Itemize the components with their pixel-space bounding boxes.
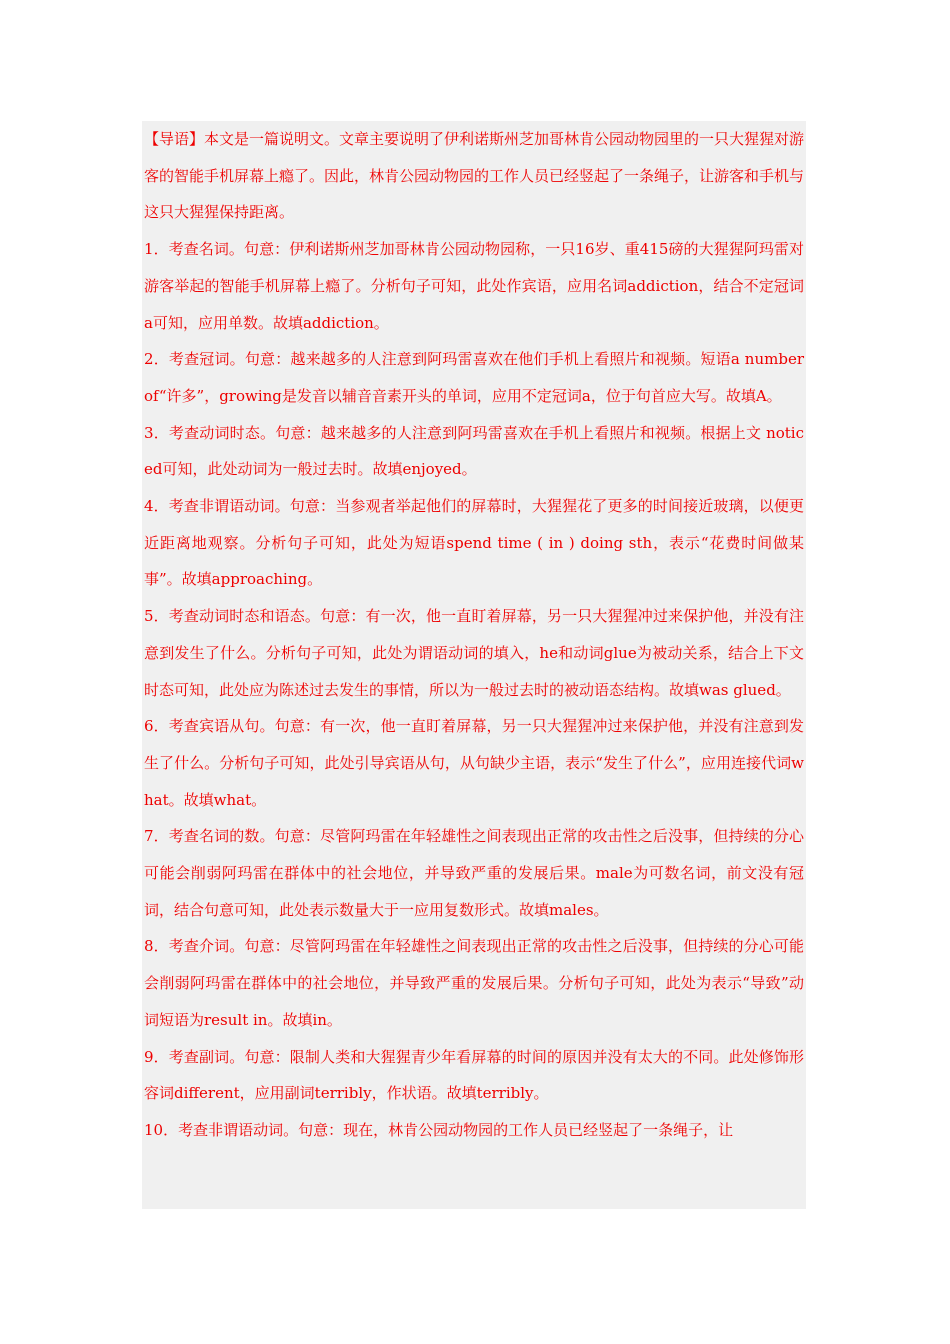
explanation-item-5: 5．考查动词时态和语态。句意：有一次，他一直盯着屏幕，另一只大猩猩冲过来保护他，并没有注意到发生了什么。分析句子可知，此处为谓语动词的填入，he和动词glue为被动关系，结合上下文时态可知，此处应为陈述过去发生的事情，所以为一般过去时的被动语态结构。故填was glued。	[144, 607, 804, 699]
explanation-item-8: 8．考查介词。句意：尽管阿玛雷在年轻雄性之间表现出正常的攻击性之后没事，但持续的分心可能会削弱阿玛雷在群体中的社会地位，并导致严重的发展后果。分析句子可知，此处为表示“导致”动词短语为result in。故填in。	[144, 937, 804, 1029]
explanation-item-4: 4．考查非谓语动词。句意：当参观者举起他们的屏幕时，大猩猩花了更多的时间接近玻璃，以便更近距离地观察。分析句子可知，此处为短语spend time ( in ) doing sth，表示“花费时间做某事”。故填approaching。	[144, 497, 804, 589]
explanation-item-2: 2．考查冠词。句意：越来越多的人注意到阿玛雷喜欢在他们手机上看照片和视频。短语a number of“许多”，growing是发音以辅音音素开头的单词，应用不定冠词a，位于句首应大写。故填A。	[144, 350, 804, 405]
intro-paragraph: 【导语】本文是一篇说明文。文章主要说明了伊利诺斯州芝加哥林肯公园动物园里的一只大猩猩对游客的智能手机屏幕上瘾了。因此，林肯公园动物园的工作人员已经竖起了一条绳子，让游客和手机与这只大猩猩保持距离。	[144, 130, 805, 222]
explanation-item-7: 7．考查名词的数。句意：尽管阿玛雷在年轻雄性之间表现出正常的攻击性之后没事，但持续的分心可能会削弱阿玛雷在群体中的社会地位，并导致严重的发展后果。male为可数名词，前文没有冠词，结合句意可知，此处表示数量大于一应用复数形式。故填males。	[144, 827, 804, 919]
explanation-item-9: 9．考查副词。句意：限制人类和大猩猩青少年看屏幕的时间的原因并没有太大的不同。此处修饰形容词different，应用副词terribly，作状语。故填terribly。	[144, 1047, 804, 1103]
explanation-item-3: 3．考查动词时态。句意：越来越多的人注意到阿玛雷喜欢在手机上看照片和视频。根据上文 noticed可知，此处动词为一般过去时。故填enjoyed。	[144, 423, 804, 479]
explanation-item-10: 10．考查非谓语动词。句意：现在，林肯公园动物园的工作人员已经竖起了一条绳子，让	[144, 1120, 734, 1139]
explanation-item-1: 1．考查名词。句意：伊利诺斯州芝加哥林肯公园动物园称，一只16岁、重415磅的大猩猩阿玛雷对游客举起的智能手机屏幕上瘾了。分析句子可知，此处作宾语，应用名词addiction，结合不定冠词a可知，应用单数。故填addiction。	[144, 240, 804, 332]
answer-explanation-block	[142, 121, 806, 1209]
explanation-item-6: 6．考查宾语从句。句意：有一次，他一直盯着屏幕，另一只大猩猩冲过来保护他，并没有注意到发生了什么。分析句子可知，此处引导宾语从句，从句缺少主语，表示“发生了什么”，应用连接代词what。故填what。	[144, 717, 804, 809]
